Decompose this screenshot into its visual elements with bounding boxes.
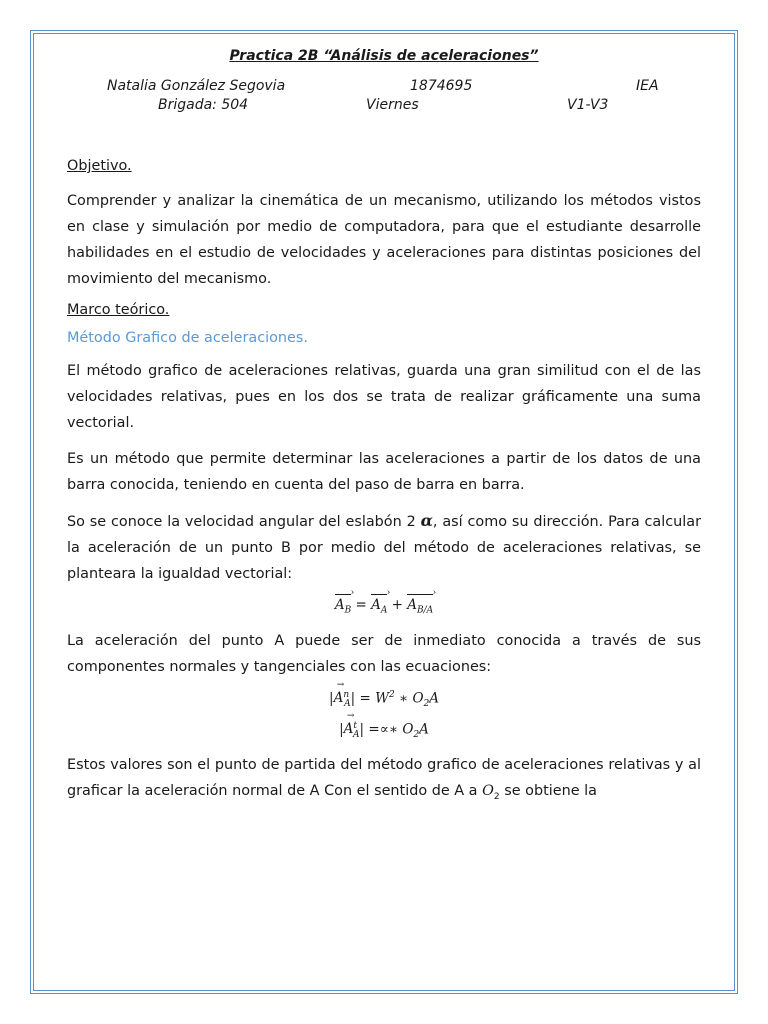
vector-equation: $A_B$ › = $A_A$ › + $A_{B/A}$ ›: [67, 597, 701, 616]
author-name: Natalia González Segovia: [107, 78, 286, 94]
paragraph-3: So se conoce la velocidad angular del eslabón 2 α, así como su dirección. Para calcular la aceleración de un punto B por medio del método de aceleraciones relativas, se planteara la igualdad vectorial:: [67, 511, 702, 582]
class-day: Viernes: [366, 97, 419, 113]
document-title: Practica 2B “Análisis de aceleraciones”: [229, 48, 539, 64]
document-body: [67, 42, 701, 820]
student-id: 1874695: [410, 78, 473, 94]
brigade: Brigada: 504: [158, 97, 249, 113]
normal-acceleration-equation: |→ $A^n_A| = W^2$ ∗ $O_2A$: [67, 690, 701, 709]
theory-heading: Marco teórico.: [67, 302, 170, 318]
paragraph-5: Estos valores son el punto de partida del método grafico de aceleraciones relativas y al graficar la aceleración normal de A Con el sentido de A a $O_2$ se obtiene la: [67, 757, 701, 802]
tangential-acceleration-equation: |→ $A^t_A|$ =∝∗ $O_2A$: [67, 721, 701, 740]
objective-paragraph: Comprender y analizar la cinemática de un mecanismo, utilizando los métodos vistos en clase y simulación por medio de computadora, para que el estudiante desarrolle habilidades en el estudio de velocidades y aceleraciones para distintas posiciones del movimiento del mecanismo.: [67, 193, 701, 287]
program: IEA: [636, 78, 659, 94]
class-hours: V1-V3: [567, 97, 609, 113]
alpha-symbol: α: [420, 511, 433, 530]
method-heading: Método Grafico de aceleraciones.: [67, 330, 308, 346]
author-info: [67, 78, 701, 118]
paragraph-4: La aceleración del punto A puede ser de inmediato conocida a través de sus componentes normales y tangenciales con las ecuaciones:: [67, 632, 701, 675]
paragraph-2: Es un método que permite determinar las aceleraciones a partir de los datos de una barra conocida, teniendo en cuenta del paso de barra en barra.: [67, 451, 701, 493]
paragraph-1: El método grafico de aceleraciones relativas, guarda una gran similitud con el de las velocidades relativas, pues en los dos se trata de realizar gráficamente una suma vectorial.: [67, 363, 701, 431]
objective-heading: Objetivo.: [67, 158, 132, 174]
